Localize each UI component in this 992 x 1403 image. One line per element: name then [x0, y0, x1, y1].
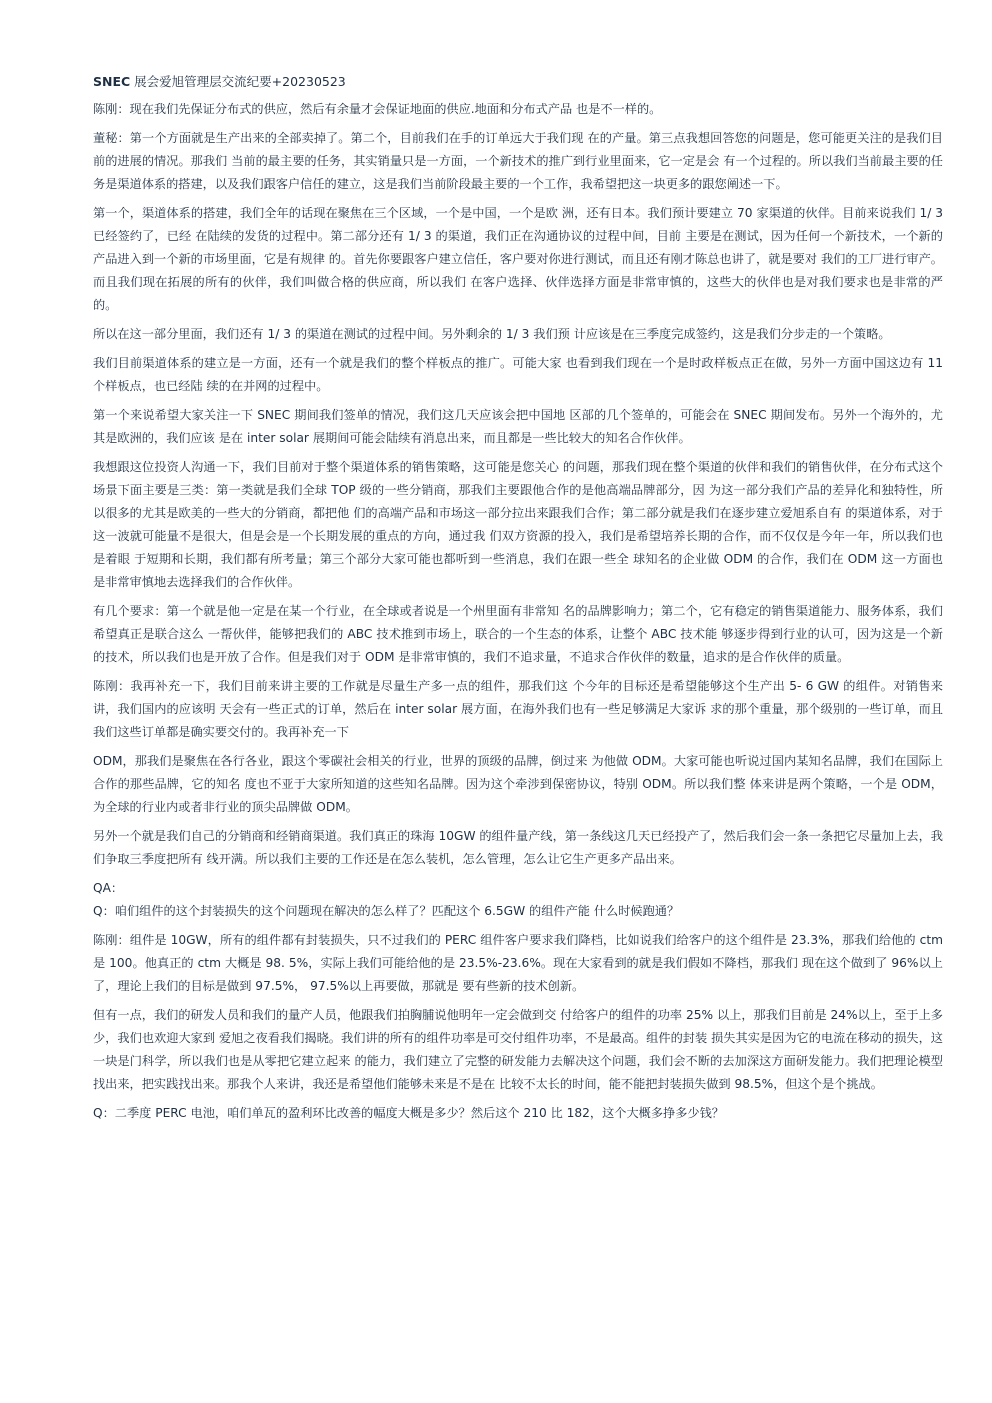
qa-answer-paragraph: 陈刚：组件是 10GW，所有的组件都有封装损失，只不过我们的 PERC 组件客户要求我们降档，比如说我们给客户的这个组件是 23.3%，那我们给他的 ctm 是 100。他真正的 ctm 大概是 98. 5%，实际上我们可能给他的是 23.5%-23.6%。现在大家看到的就是我们假如不降档，那我们 现在这个做到了 96%以上了，理论上我们的目标是做到 97.5%， 97.5%以上再要做，那就是 要有些新的技术创新。 — [93, 933, 943, 993]
paragraph: 我们目前渠道体系的建立是一方面，还有一个就是我们的整个样板点的推广。可能大家 也看到我们现在一个是时政样板点正在做，另外一方面中国这边有 11 个样板点，也已经陆 续的在并网的过程中。 — [93, 356, 943, 393]
qa-question: Q：咱们组件的这个封装损失的这个问题现在解决的怎么样了？匹配这个 6.5GW 的组件产能 什么时候跑通？ — [93, 904, 680, 918]
paragraph: 第一个来说希望大家关注一下 SNEC 期间我们签单的情况，我们这几天应该会把中国地 区部的几个签单的，可能会在 SNEC 期间发布。另外一个海外的，尤其是欧洲的，我们应该 是在 inter solar 展期间可能会陆续有消息出来，而且都是一些比较大的知名合作伙伴。 — [93, 408, 943, 445]
paragraph: 第一个，渠道体系的搭建，我们全年的话现在聚焦在三个区域，一个是中国，一个是欧 洲，还有日本。我们预计要建立 70 家渠道的伙伴。目前来说我们 1/ 3 已经签约了，已经 在陆续的发货的过程中。第二部分还有 1/ 3 的渠道，我们正在沟通协议的过程中间，目前 主要是在测试，因为任何一个新技术，一个新的产品进入到一个新的市场里面，它是有规律 的。首先你要跟客户建立信任，客户要对你进行测试，而且还有刚才陈总也讲了，就是要对 我们的工厂进行审产。而且我们现在拓展的所有的伙伴，我们叫做合格的供应商，所以我们 在客户选择、伙伴选择方面是非常审慎的，这些大的伙伴也是对我们要求也是非常的严的。 — [93, 206, 943, 312]
paragraph: 陈刚：我再补充一下，我们目前来讲主要的工作就是尽量生产多一点的组件，那我们这 个今年的目标还是希望能够这个生产出 5- 6 GW 的组件。对销售来讲，我们国内的应该明 天会有一些正式的订单，然后在 inter solar 展方面，在海外我们也有一些足够满足大家诉 求的那个重量，那个级别的一些订单，而且我们这些订单都是确实要交付的。我再补充一下 — [93, 679, 943, 739]
qa-question: Q：二季度 PERC 电池，咱们单瓦的盈利环比改善的幅度大概是多少？然后这个 210 比 182，这个大概多挣多少钱？ — [93, 1106, 724, 1120]
document-title-rest: 展会爱旭管理层交流纪要+20230523 — [130, 74, 346, 89]
qa-heading: QA： — [93, 881, 124, 895]
paragraph: 陈刚：现在我们先保证分布式的供应，然后有余量才会保证地面的供应.地面和分布式产品 也是不一样的。 — [93, 102, 662, 116]
paragraph: ODM，那我们是聚焦在各行各业，跟这个零碳社会相关的行业，世界的顶级的品牌，倒过来 为他做 ODM。大家可能也听说过国内某知名品牌，我们在国际上合作的那些品牌，它的知名 度也不亚于大家所知道的这些知名品牌。因为这个牵涉到保密协议，特别 ODM。所以我们整 体来讲是两个策略，一个是 ODM，为全球的行业内或者非行业的顶尖品牌做 ODM。 — [93, 754, 943, 814]
qa-answer-paragraph: 但有一点，我们的研发人员和我们的量产人员，他跟我们拍胸脯说他明年一定会做到交 付给客户的组件的功率 25% 以上，那我们目前是 24%以上，至于上多少，我们也欢迎大家到 爱旭之夜看我们揭晓。我们讲的所有的组件功率是可交付组件功率，不是最高。组件的封装 损失其实是因为它的电流在移动的损失，这一块是门科学，所以我们也是从零把它建立起来 的能力，我们建立了完整的研发能力去解决这个问题，我们会不断的去加深这方面研发能力。我们把理论模型找出来，把实践找出来。那我个人来讲，我还是希望他们能够未来是不是在 比较不太长的时间，能不能把封装损失做到 98.5%，但这个是个挑战。 — [93, 1008, 943, 1091]
paragraph: 另外一个就是我们自己的分销商和经销商渠道。我们真正的珠海 10GW 的组件量产线，第一条线这几天已经投产了，然后我们会一条一条把它尽量加上去，我们争取三季度把所有 线开满。所以我们主要的工作还是在怎么装机，怎么管理，怎么让它生产更多产品出来。 — [93, 829, 943, 866]
paragraph: 所以在这一部分里面，我们还有 1/ 3 的渠道在测试的过程中间。另外剩余的 1/ 3 我们预 计应该是在三季度完成签约，这是我们分步走的一个策略。 — [93, 327, 891, 341]
paragraph: 我想跟这位投资人沟通一下，我们目前对于整个渠道体系的销售策略，这可能是您关心 的问题，那我们现在整个渠道的伙伴和我们的销售伙伴，在分布式这个场景下面主要是三类：第一类就是我们全球 TOP 级的一些分销商，那我们主要跟他合作的是他高端品牌部分，因 为这一部分我们产品的差异化和独特性，所以很多的尤其是欧美的一些大的分销商，都把他 们的高端产品和市场这一部分拉出来跟我们合作；第二部分就是我们在逐步建立爱旭系自有 的渠道体系，对于这一波就可能量不是很大，但是会是一个长期发展的重点的方向，通过我 们双方资源的投入，我们是希望培养长期的合作，而不仅仅是今年一年，所以我们也是着眼 于短期和长期，我们都有所考量；第三个部分大家可能也都听到一些消息，我们在跟一些全 球知名的企业做 ODM 的合作，我们在 ODM 这一方面也是非常审慎地去选择我们的合作伙伴。 — [93, 460, 943, 589]
paragraph: 有几个要求：第一个就是他一定是在某一个行业，在全球或者说是一个州里面有非常知 名的品牌影响力；第二个，它有稳定的销售渠道能力、服务体系，我们希望真正是联合这么 一帮伙伴，能够把我们的 ABC 技术推到市场上，联合的一个生态的体系，让整个 ABC 技术能 够逐步得到行业的认可，因为这是一个新的技术，所以我们也是开放了合作。但是我们对于 ODM 是非常审慎的，我们不追求量，不追求合作伙伴的数量，追求的是合作伙伴的质量。 — [93, 604, 943, 664]
document-title — [93, 70, 943, 93]
paragraph: 董秘：第一个方面就是生产出来的全部卖掉了。第二个，目前我们在手的订单远大于我们现 在的产量。第三点我想回答您的问题是，您可能更关注的是我们目前的进展的情况。那我们 当前的最主要的任务，其实销量只是一方面，一个新技术的推广到行业里面来，它一定是会 有一个过程的。所以我们当前最主要的任务是渠道体系的搭建，以及我们跟客户信任的建立，这是我们当前阶段最主要的一个工作，我希望把这一块更多的跟您阐述一下。 — [93, 131, 943, 191]
document-page — [93, 70, 943, 1131]
document-title-bold: SNEC — [93, 74, 131, 89]
